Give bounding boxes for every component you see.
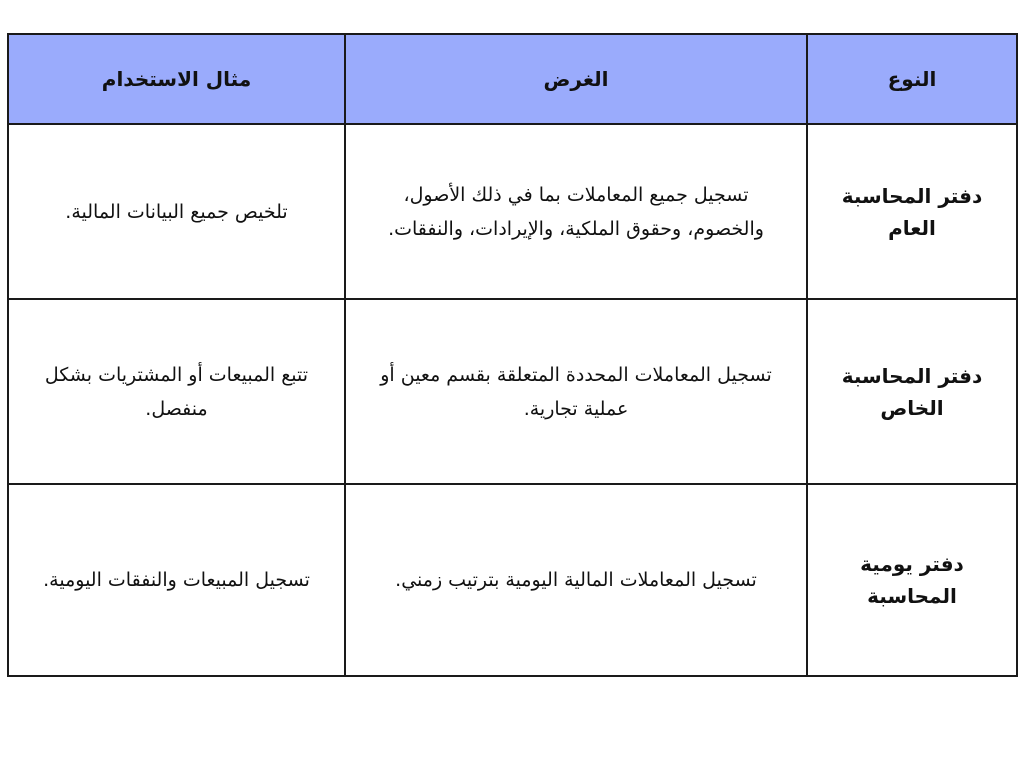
table-header-row: [8, 34, 1017, 124]
cell-type: دفتر المحاسبة العام: [807, 124, 1017, 299]
cell-example: تسجيل المبيعات والنفقات اليومية.: [8, 484, 345, 676]
cell-type: دفتر المحاسبة الخاص: [807, 299, 1017, 484]
table-row: [8, 299, 1017, 484]
header-purpose: الغرض: [345, 34, 807, 124]
ledger-types-table-container: [7, 33, 1016, 677]
table-row: [8, 484, 1017, 676]
cell-example: تتبع المبيعات أو المشتريات بشكل منفصل.: [8, 299, 345, 484]
cell-purpose: تسجيل جميع المعاملات بما في ذلك الأصول، والخصوم، وحقوق الملكية، والإيرادات، والنفقات.: [345, 124, 807, 299]
header-example: مثال الاستخدام: [8, 34, 345, 124]
cell-example: تلخيص جميع البيانات المالية.: [8, 124, 345, 299]
cell-purpose: تسجيل المعاملات المالية اليومية بترتيب زمني.: [345, 484, 807, 676]
cell-purpose: تسجيل المعاملات المحددة المتعلقة بقسم معين أو عملية تجارية.: [345, 299, 807, 484]
ledger-types-table: [7, 33, 1018, 677]
header-type: النوع: [807, 34, 1017, 124]
table-row: [8, 124, 1017, 299]
cell-type: دفتر يومية المحاسبة: [807, 484, 1017, 676]
